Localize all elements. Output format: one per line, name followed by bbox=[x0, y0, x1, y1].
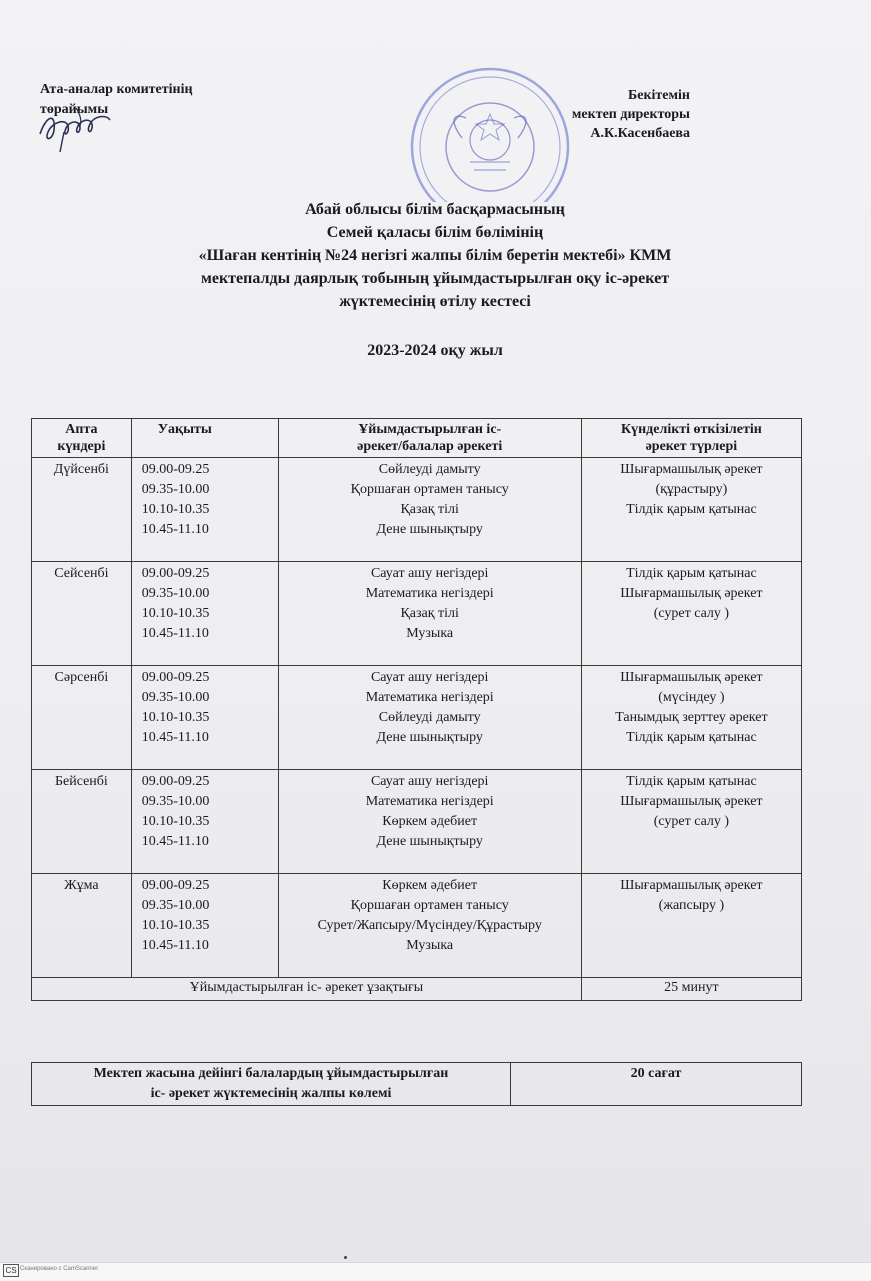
daily-cell bbox=[581, 562, 801, 666]
header-activity bbox=[278, 419, 581, 458]
daily-cell bbox=[581, 666, 801, 770]
time-cell bbox=[131, 458, 278, 562]
daily-item: Тілдік қарым қатынас bbox=[626, 502, 757, 517]
approval-line2: мектеп директоры bbox=[571, 107, 690, 122]
duration-label: Ұйымдастырылған іс- әрекет ұзақтығы bbox=[32, 978, 582, 1001]
daily-item: Тілдік қарым қатынас bbox=[626, 566, 757, 581]
daily-item: (жапсыру ) bbox=[658, 898, 725, 913]
scanner-bar bbox=[0, 1262, 871, 1281]
activity-item: Сөйлеуді дамыту bbox=[378, 710, 481, 725]
time-slot: 09.35-10.00 bbox=[141, 794, 210, 809]
approval-line3: А.К.Касенбаева bbox=[590, 126, 690, 141]
daily-item: Шығармашылық әрекет bbox=[620, 670, 763, 685]
table-row bbox=[32, 666, 802, 770]
daily-item: (сурет салу ) bbox=[653, 606, 730, 621]
daily-item: (құрастыру) bbox=[655, 482, 728, 497]
time-slot: 10.45-11.10 bbox=[141, 730, 209, 745]
daily-item: Шығармашылық әрекет bbox=[620, 878, 763, 893]
activity-item: Музыка bbox=[406, 626, 454, 641]
schedule-table bbox=[31, 418, 802, 1001]
duration-row bbox=[32, 978, 802, 1001]
activity-item: Дене шынықтыру bbox=[376, 834, 483, 849]
time-slot: 09.35-10.00 bbox=[141, 482, 210, 497]
activity-cell bbox=[278, 770, 581, 874]
total-label-line1: Мектеп жасына дейінгі балалардың ұйымдастырылған bbox=[93, 1066, 449, 1081]
header-activity-line1: Ұйымдастырылған іс- bbox=[358, 422, 502, 437]
time-cell bbox=[131, 666, 278, 770]
activity-item: Қазақ тілі bbox=[400, 606, 459, 621]
total-table bbox=[31, 1062, 802, 1106]
time-cell bbox=[131, 770, 278, 874]
title-line3: «Шаған кентінің №24 негізгі жалпы білім беретін мектебі» КММ bbox=[198, 247, 672, 264]
day-cell: Сейсенбі bbox=[32, 562, 132, 666]
time-slot: 10.45-11.10 bbox=[141, 938, 209, 953]
academic-year: 2023-2024 оқу жыл bbox=[367, 342, 503, 359]
time-slot: 09.00-09.25 bbox=[141, 566, 210, 581]
table-header-row bbox=[32, 419, 802, 458]
day-cell: Жұма bbox=[32, 874, 132, 978]
approval-line1: Бекітемін bbox=[627, 88, 690, 103]
header-activity-line2: әрекет/балалар әрекеті bbox=[357, 439, 503, 454]
time-cell bbox=[131, 874, 278, 978]
day-cell: Сәрсенбі bbox=[32, 666, 132, 770]
activity-item: Сауат ашу негіздері bbox=[370, 670, 489, 685]
header-daily-line1: Күнделікті өткізілетін bbox=[620, 422, 762, 437]
header-daily-line2: әрекет түрлері bbox=[645, 439, 738, 454]
duration-value: 25 минут bbox=[581, 978, 801, 1001]
parents-committee-line2: төрайымы bbox=[40, 102, 109, 117]
time-slot: 09.35-10.00 bbox=[141, 586, 210, 601]
activity-item: Қоршаған ортамен танысу bbox=[350, 482, 509, 497]
header-time: Уақыты bbox=[131, 419, 278, 458]
table-row bbox=[32, 458, 802, 562]
daily-cell bbox=[581, 458, 801, 562]
daily-item: Шығармашылық әрекет bbox=[620, 586, 763, 601]
time-slot: 09.00-09.25 bbox=[141, 774, 210, 789]
daily-cell bbox=[581, 770, 801, 874]
activity-item: Дене шынықтыру bbox=[376, 730, 483, 745]
activity-item: Сөйлеуді дамыту bbox=[378, 462, 481, 477]
parents-committee-line1: Ата-аналар комитетінің bbox=[40, 82, 193, 97]
activity-item: Сауат ашу негіздері bbox=[370, 566, 489, 581]
time-slot: 10.10-10.35 bbox=[141, 918, 210, 933]
time-slot: 09.00-09.25 bbox=[141, 462, 210, 477]
total-value: 20 сағат bbox=[511, 1063, 802, 1106]
table-row bbox=[32, 874, 802, 978]
title-line5: жүктемесінің өтілу кестесі bbox=[339, 293, 531, 310]
header-day-line2: күндері bbox=[57, 439, 106, 454]
activity-item: Дене шынықтыру bbox=[376, 522, 483, 537]
activity-item: Көркем әдебиет bbox=[382, 878, 478, 893]
daily-item: Тілдік қарым қатынас bbox=[626, 774, 757, 789]
activity-item: Музыка bbox=[406, 938, 454, 953]
activity-item: Математика негіздері bbox=[365, 690, 494, 705]
title-line4: мектепалды даярлық тобының ұйымдастырылған оқу іс-әрекет bbox=[200, 270, 670, 287]
total-label bbox=[32, 1063, 511, 1106]
activity-item: Сауат ашу негіздері bbox=[370, 774, 489, 789]
time-slot: 10.10-10.35 bbox=[141, 606, 210, 621]
approval-header bbox=[505, 86, 690, 143]
time-cell bbox=[131, 562, 278, 666]
activity-item: Сурет/Жапсыру/Мүсіндеу/Құрастыру bbox=[317, 918, 542, 933]
daily-item: Шығармашылық әрекет bbox=[620, 794, 763, 809]
activity-item: Қоршаған ортамен танысу bbox=[350, 898, 509, 913]
activity-item: Математика негіздері bbox=[365, 794, 494, 809]
daily-item: Танымдық зерттеу әрекет bbox=[615, 710, 768, 725]
total-row bbox=[32, 1063, 802, 1106]
time-slot: 10.45-11.10 bbox=[141, 834, 209, 849]
daily-item: (сурет салу ) bbox=[653, 814, 730, 829]
header-daily bbox=[581, 419, 801, 458]
time-slot: 09.35-10.00 bbox=[141, 898, 210, 913]
document-title bbox=[40, 198, 830, 313]
activity-cell bbox=[278, 562, 581, 666]
day-cell: Бейсенбі bbox=[32, 770, 132, 874]
activity-cell bbox=[278, 666, 581, 770]
time-slot: 09.00-09.25 bbox=[141, 878, 210, 893]
title-line2: Семей қаласы білім бөлімінің bbox=[326, 224, 544, 241]
activity-item: Қазақ тілі bbox=[400, 502, 459, 517]
table-row bbox=[32, 770, 802, 874]
time-slot: 10.10-10.35 bbox=[141, 710, 210, 725]
total-label-line2: іс- әрекет жүктемесінің жалпы көлемі bbox=[150, 1086, 392, 1101]
header-day-line1: Апта bbox=[65, 422, 98, 437]
time-slot: 10.45-11.10 bbox=[141, 522, 209, 537]
daily-item: Шығармашылық әрекет bbox=[620, 462, 763, 477]
table-row bbox=[32, 562, 802, 666]
daily-cell bbox=[581, 874, 801, 978]
time-slot: 09.00-09.25 bbox=[141, 670, 210, 685]
page-mark bbox=[344, 1256, 347, 1259]
activity-cell bbox=[278, 458, 581, 562]
camscanner-text: Сканировано с CamScanner bbox=[20, 1266, 99, 1272]
daily-item: Тілдік қарым қатынас bbox=[626, 730, 757, 745]
activity-cell bbox=[278, 874, 581, 978]
day-cell: Дүйсенбі bbox=[32, 458, 132, 562]
time-slot: 09.35-10.00 bbox=[141, 690, 210, 705]
signature-icon bbox=[36, 104, 126, 156]
time-slot: 10.45-11.10 bbox=[141, 626, 209, 641]
header-day bbox=[32, 419, 132, 458]
camscanner-logo: CS bbox=[3, 1264, 19, 1277]
time-slot: 10.10-10.35 bbox=[141, 814, 210, 829]
activity-item: Математика негіздері bbox=[365, 586, 494, 601]
time-slot: 10.10-10.35 bbox=[141, 502, 210, 517]
title-line1: Абай облысы білім басқармасының bbox=[305, 201, 565, 218]
daily-item: (мүсіндеу ) bbox=[658, 690, 725, 705]
activity-item: Көркем әдебиет bbox=[382, 814, 478, 829]
